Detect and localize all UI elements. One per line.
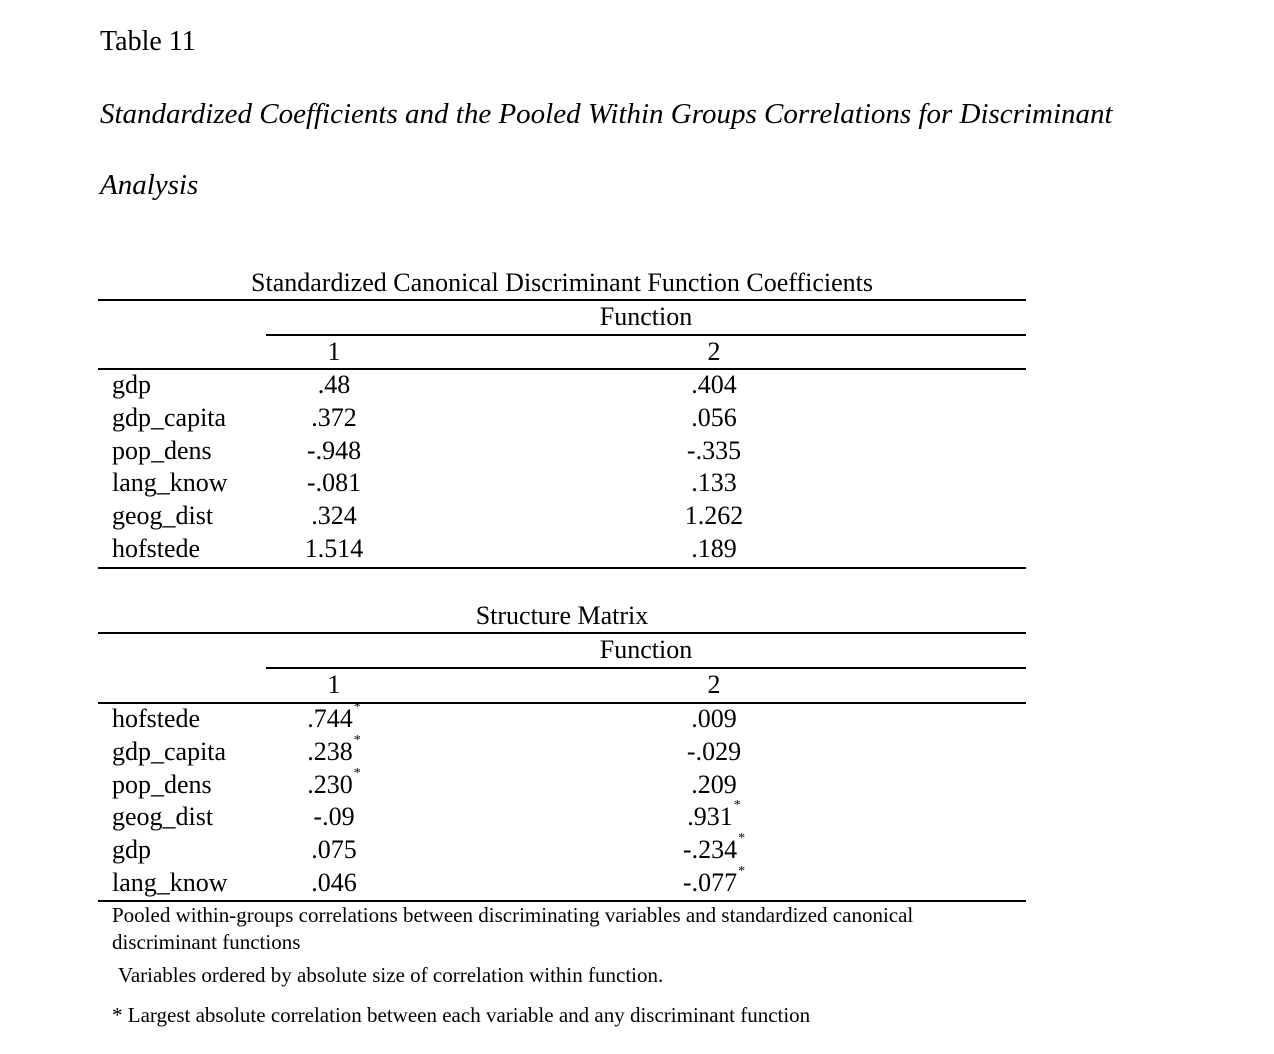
row-value-1 [254,868,414,898]
row-label: gdp_capita [112,737,227,766]
row-value-2: .133 [691,468,737,497]
row-value-2 [634,864,794,898]
table-caption-line-1: Standardized Coefficients and the Pooled Within Groups Correlations for Discriminant [100,98,1113,130]
row-value-1 [254,766,414,800]
row-value-1: .324 [311,501,357,530]
structure-function-rule [266,667,1026,669]
value-text: .075 [311,835,357,864]
value-text: .046 [311,868,357,897]
row-label: lang_know [112,468,228,497]
coefficients-bottom-rule [98,567,1026,569]
note-pooled-line-2: discriminant functions [112,930,301,954]
row-value-1 [254,802,414,832]
row-label: gdp_capita [112,403,227,432]
row-label: pop_dens [112,436,212,465]
note-pooled-line-1: Pooled within-groups correlations between discriminating variables and standardized canonical [112,903,914,927]
coefficients-title: Standardized Canonical Discriminant Function Coefficients [251,268,873,297]
significance-star: * [738,864,746,879]
row-value-2: .189 [691,534,737,563]
structure-title: Structure Matrix [475,601,649,630]
row-label: pop_dens [112,770,212,799]
row-value-2: .056 [691,403,737,432]
row-label: gdp [112,370,151,399]
row-value-1 [254,733,414,767]
table-number: Table 11 [100,26,196,57]
structure-header-rule [98,702,1026,704]
value-text: -.077 [682,868,738,897]
structure-bottom-rule [98,900,1026,902]
row-value-1: -.081 [306,468,362,497]
row-value-1: .372 [311,403,357,432]
significance-star: * [733,798,741,813]
row-value-1: .48 [317,370,351,399]
row-value-1: 1.514 [304,534,364,563]
row-label: lang_know [112,868,228,897]
row-value-2: .404 [691,370,737,399]
note-largest-correlation: * Largest absolute correlation between each variable and any discriminant function [112,1003,811,1027]
row-label: geog_dist [112,802,214,831]
row-label: hofstede [112,704,201,733]
structure-col-1-header: 1 [327,670,341,699]
structure-col-2-header: 2 [707,670,721,699]
coefficients-col-1-header: 1 [327,337,341,366]
value-text: -.234 [682,835,738,864]
row-value-1 [254,700,414,734]
row-value-2 [634,704,794,734]
value-text: .009 [691,704,737,733]
value-text: -.09 [313,802,355,831]
value-text: .238 [307,737,353,766]
structure-top-rule [98,632,1026,634]
row-value-1 [254,835,414,865]
significance-star: * [738,831,746,846]
row-label: geog_dist [112,501,214,530]
row-value-2 [634,770,794,800]
row-value-2: -.335 [686,436,742,465]
row-value-2 [634,737,794,767]
value-text: .744 [307,704,353,733]
coefficients-top-rule [98,299,1026,301]
structure-function-header: Function [599,635,693,664]
row-value-2: 1.262 [684,501,744,530]
significance-star: * [353,733,361,748]
note-ordering: Variables ordered by absolute size of correlation within function. [118,963,664,987]
row-label: hofstede [112,534,201,563]
coefficients-function-header: Function [599,302,693,331]
value-text: .209 [691,770,737,799]
significance-star: * [353,700,361,715]
row-label: gdp [112,835,151,864]
coefficients-function-rule [266,334,1026,336]
row-value-1: -.948 [306,436,362,465]
value-text: -.029 [686,737,742,766]
row-value-2 [634,798,794,832]
table-caption-line-2: Analysis [100,169,199,201]
value-text: .230 [307,770,353,799]
coefficients-col-2-header: 2 [707,337,721,366]
coefficients-header-rule [98,368,1026,370]
row-value-2 [634,831,794,865]
significance-star: * [353,766,361,781]
value-text: .931 [687,802,733,831]
